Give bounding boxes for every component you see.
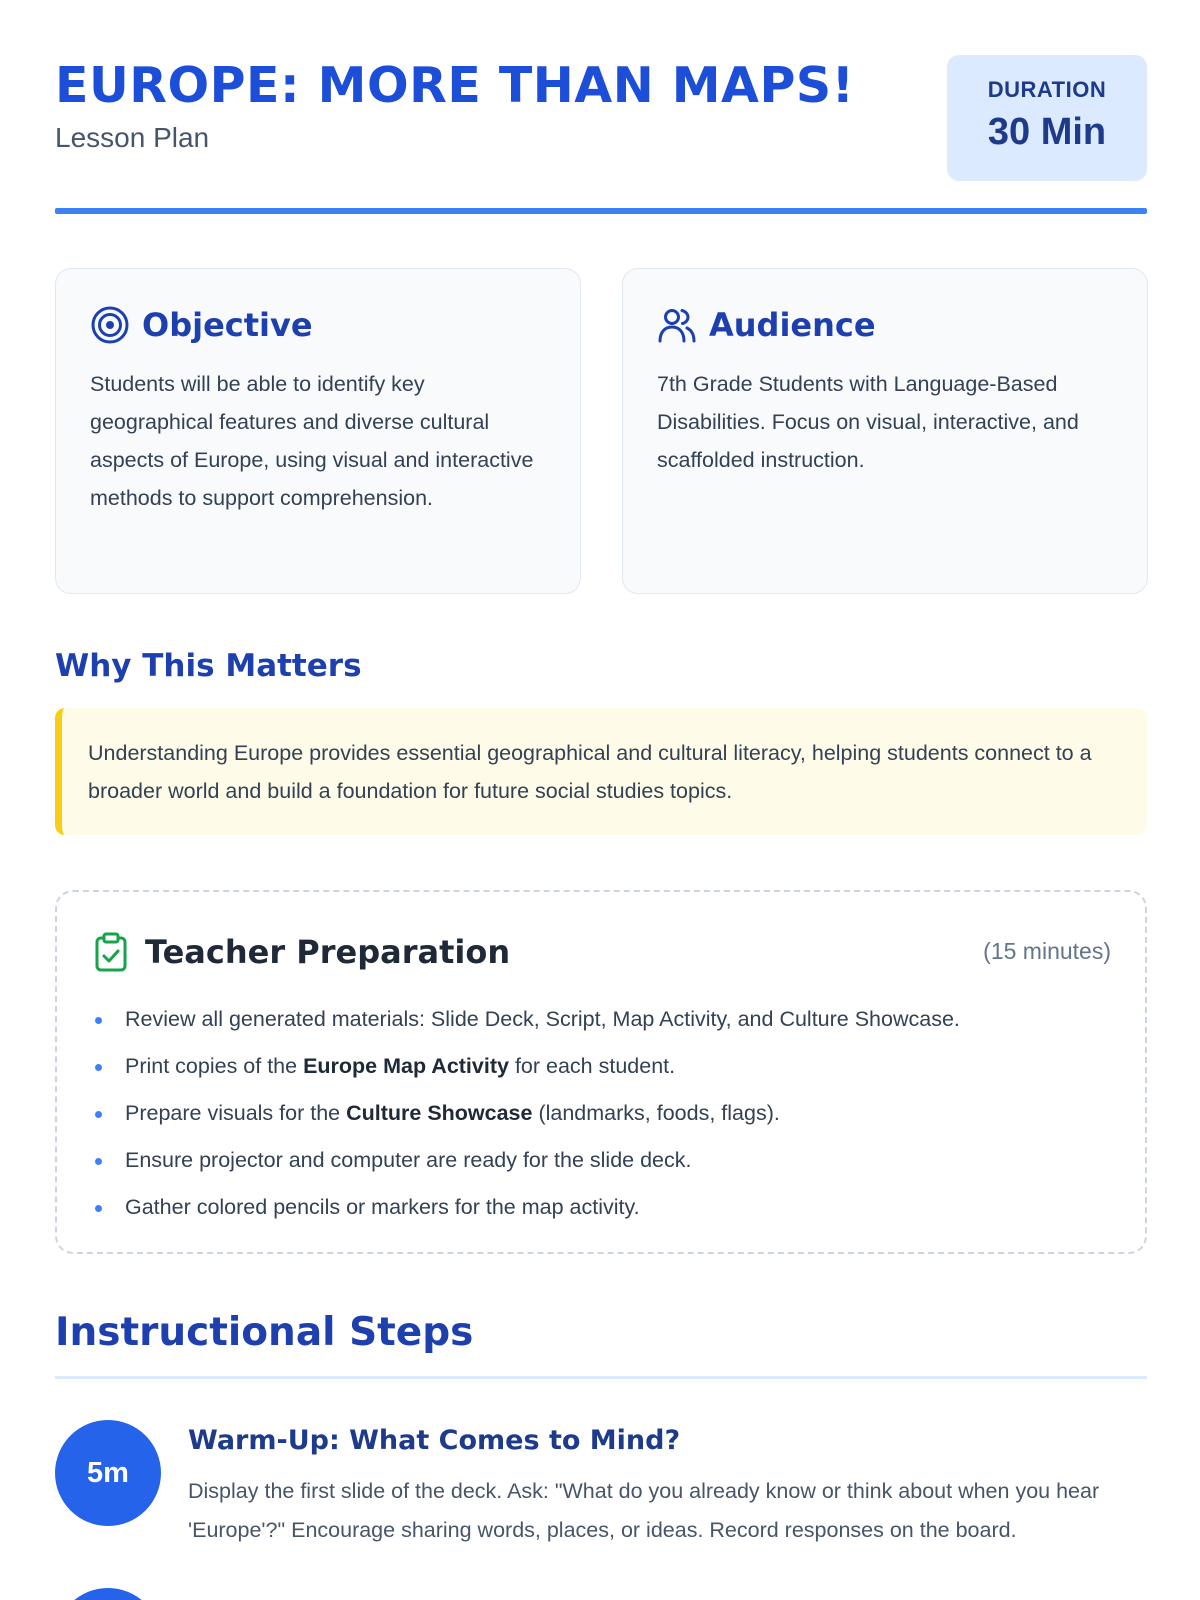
audience-text: 7th Grade Students with Language-Based Disabilities. Focus on visual, interactive, and scaffolded instruction.: [657, 372, 1079, 472]
list-item: Review all generated materials: Slide Deck, Script, Map Activity, and Culture Showcase.: [93, 996, 1111, 1043]
step-duration-badge: 5m: [55, 1420, 161, 1526]
clipboard-check-icon: [93, 932, 129, 972]
target-icon: [90, 305, 130, 345]
duration-value: 30 Min: [987, 111, 1107, 153]
objective-title: Objective: [142, 306, 313, 344]
page-subtitle: Lesson Plan: [55, 122, 210, 153]
step-title: Warm-Up: What Comes to Mind?: [188, 1425, 681, 1456]
lesson-header: [55, 55, 1147, 215]
teacher-prep-box: [55, 890, 1147, 1254]
next-step-badge: [55, 1588, 161, 1600]
list-item: Print copies of the Europe Map Activity for each student.: [93, 1043, 1111, 1090]
objective-card: [55, 268, 581, 594]
why-section-title: Why This Matters: [55, 648, 362, 684]
list-item: Gather colored pencils or markers for the map activity.: [93, 1184, 1111, 1231]
steps-section-title: Instructional Steps: [55, 1310, 474, 1355]
duration-label: DURATION: [987, 77, 1107, 102]
prep-title: Teacher Preparation: [145, 933, 511, 971]
users-icon: [657, 305, 697, 345]
prep-time: (15 minutes): [983, 938, 1111, 964]
audience-title: Audience: [709, 306, 876, 344]
list-item: Prepare visuals for the Culture Showcase (landmarks, foods, flags).: [93, 1090, 1111, 1137]
list-item: Ensure projector and computer are ready for the slide deck.: [93, 1137, 1111, 1184]
step-text: Display the first slide of the deck. Ask: "What do you already know or think about when you hear 'Europe'?" Encourage sharing words, places, or ideas. Record responses on the board.: [188, 1479, 1100, 1542]
why-callout: Understanding Europe provides essential geographical and cultural literacy, helping students connect to a broader world and build a foundation for future social studies topics.: [55, 708, 1147, 835]
header-divider: [55, 208, 1147, 214]
audience-card: [622, 268, 1148, 594]
steps-divider: [55, 1376, 1147, 1379]
page-title: EUROPE: MORE THAN MAPS!: [55, 57, 855, 114]
duration-badge: [947, 55, 1147, 181]
prep-list: [93, 996, 1111, 1231]
objective-text: Students will be able to identify key geographical features and diverse cultural aspects of Europe, using visual and interactive methods to support comprehension.: [90, 372, 534, 510]
